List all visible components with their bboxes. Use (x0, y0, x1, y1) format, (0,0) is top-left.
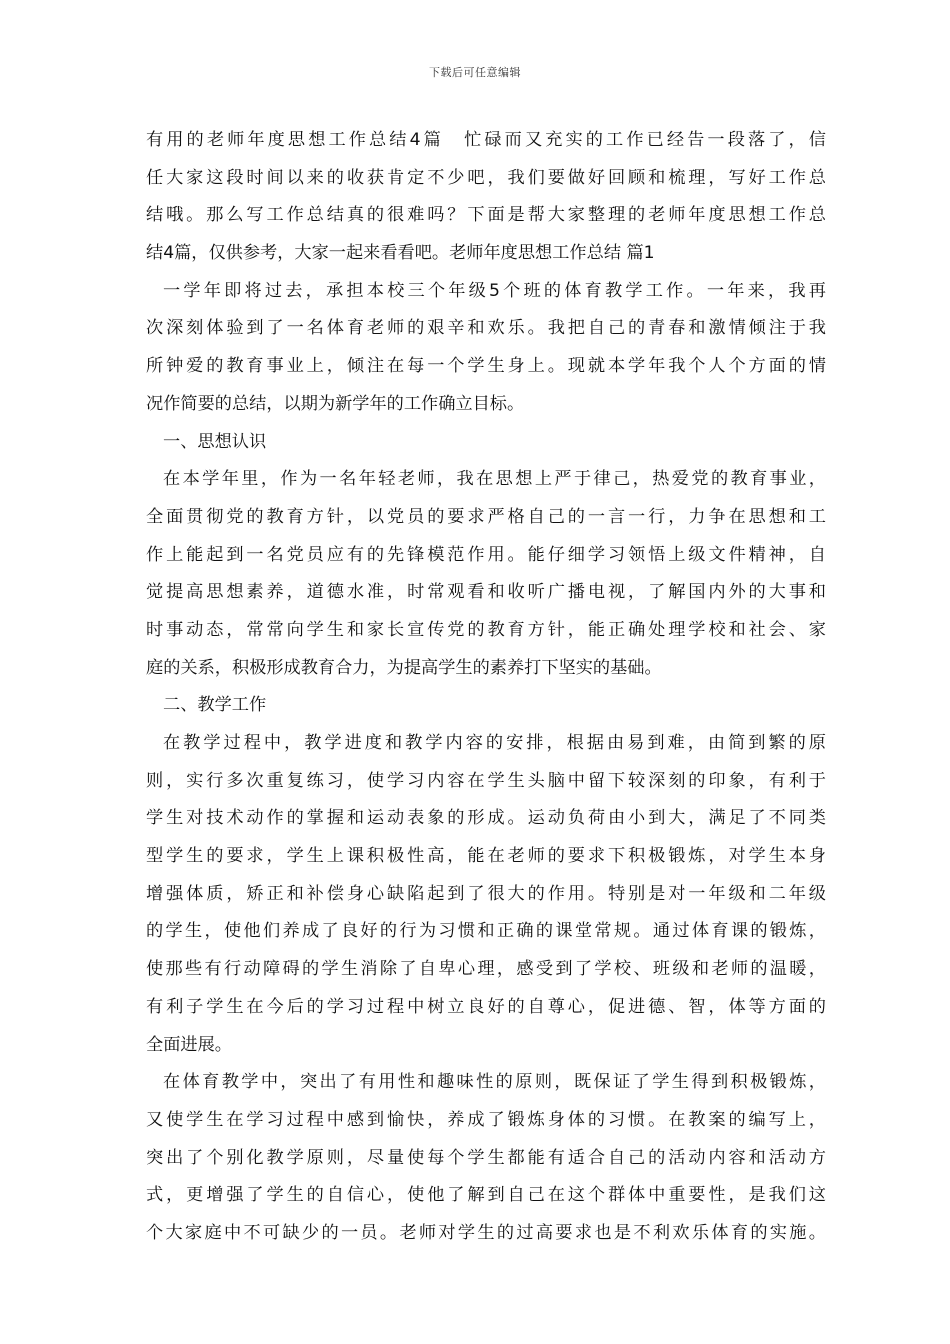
text-line: 全面进展。 (146, 1034, 232, 1055)
text-line: 的学生，使他们养成了良好的行为习惯和正确的课堂常规。通过体育课的锻炼， (146, 921, 826, 942)
text-line: 二、教学工作 (163, 695, 267, 716)
text-line: 使那些有行动障碍的学生消除了自卑心理，感受到了学校、班级和老师的温暖， (146, 959, 826, 980)
text-line: 全面贯彻党的教育方针，以党员的要求严格自己的一言一行，力争在思想和工 (146, 506, 826, 527)
text-line: 增强体质，矫正和补偿身心缺陷起到了很大的作用。特别是对一年级和二年级 (146, 883, 826, 904)
text-line: 次深刻体验到了一名体育老师的艰辛和欢乐。我把自己的青春和激情倾注于我 (146, 318, 826, 339)
text-line: 在本学年里，作为一名年轻老师，我在思想上严于律己，热爱党的教育事业， (163, 469, 826, 490)
text-line: 型学生的要求，学生上课积极性高，能在老师的要求下积极锻炼，对学生本身 (146, 846, 826, 867)
document-body (146, 122, 826, 1253)
text-line: 一、思想认识 (163, 431, 267, 452)
text-line: 况作简要的总结，以期为新学年的工作确立目标。 (146, 393, 525, 414)
text-line: 有用的老师年度思想工作总结4篇 忙碌而又充实的工作已经告一段落了，信 (146, 130, 826, 150)
text-line: 任大家这段时间以来的收获肯定不少吧，我们要做好回顾和梳理，写好工作总 (146, 167, 826, 188)
text-line: 庭的关系，积极形成教育合力，为提高学生的素养打下坚实的基础。 (146, 657, 662, 678)
text-line: 有利子学生在今后的学习过程中树立良好的自尊心，促进德、智，体等方面的 (146, 996, 826, 1017)
text-line: 所钟爱的教育事业上，倾注在每一个学生身上。现就本学年我个人个方面的情 (146, 356, 826, 377)
text-line: 在体育教学中，突出了有用性和趣味性的原则，既保证了学生得到积极锻炼， (163, 1072, 826, 1093)
text-line: 时事动态，常常向学生和家长宣传党的教育方针，能正确处理学校和社会、家 (146, 619, 826, 640)
text-line: 个大家庭中不可缺少的一员。老师对学生的过高要求也是不利欢乐体育的实施。 (146, 1222, 826, 1243)
text-line: 突出了个别化教学原则，尽量使每个学生都能有适合自己的活动内容和活动方 (146, 1147, 826, 1168)
text-line: 结哦。那么写工作总结真的很难吗？下面是帮大家整理的老师年度思想工作总 (146, 205, 826, 226)
text-line: 式，更增强了学生的自信心，使他了解到自己在这个群体中重要性，是我们这 (146, 1185, 826, 1206)
header-note: 下载后可任意编辑 (429, 66, 521, 79)
text-line: 结4篇，仅供参考，大家一起来看看吧。老师年度思想工作总结 篇1 (146, 243, 655, 264)
text-line: 则，实行多次重复练习，使学习内容在学生头脑中留下较深刻的印象，有利于 (146, 770, 826, 791)
text-line: 作上能起到一名党员应有的先锋模范作用。能仔细学习领悟上级文件精神，自 (146, 544, 826, 565)
text-line: 觉提高思想素养，道德水准，时常观看和收听广播电视，了解国内外的大事和 (146, 582, 826, 603)
text-line: 在教学过程中，教学进度和教学内容的安排，根据由易到难，由简到繁的原 (163, 733, 826, 753)
text-line: 一学年即将过去，承担本校三个年级5个班的体育教学工作。一年来，我再 (163, 280, 826, 301)
text-line: 又使学生在学习过程中感到愉快，养成了锻炼身体的习惯。在教案的编写上， (146, 1109, 826, 1130)
text-line: 学生对技术动作的掌握和运动表象的形成。运动负荷由小到大，满足了不同类 (146, 808, 826, 829)
